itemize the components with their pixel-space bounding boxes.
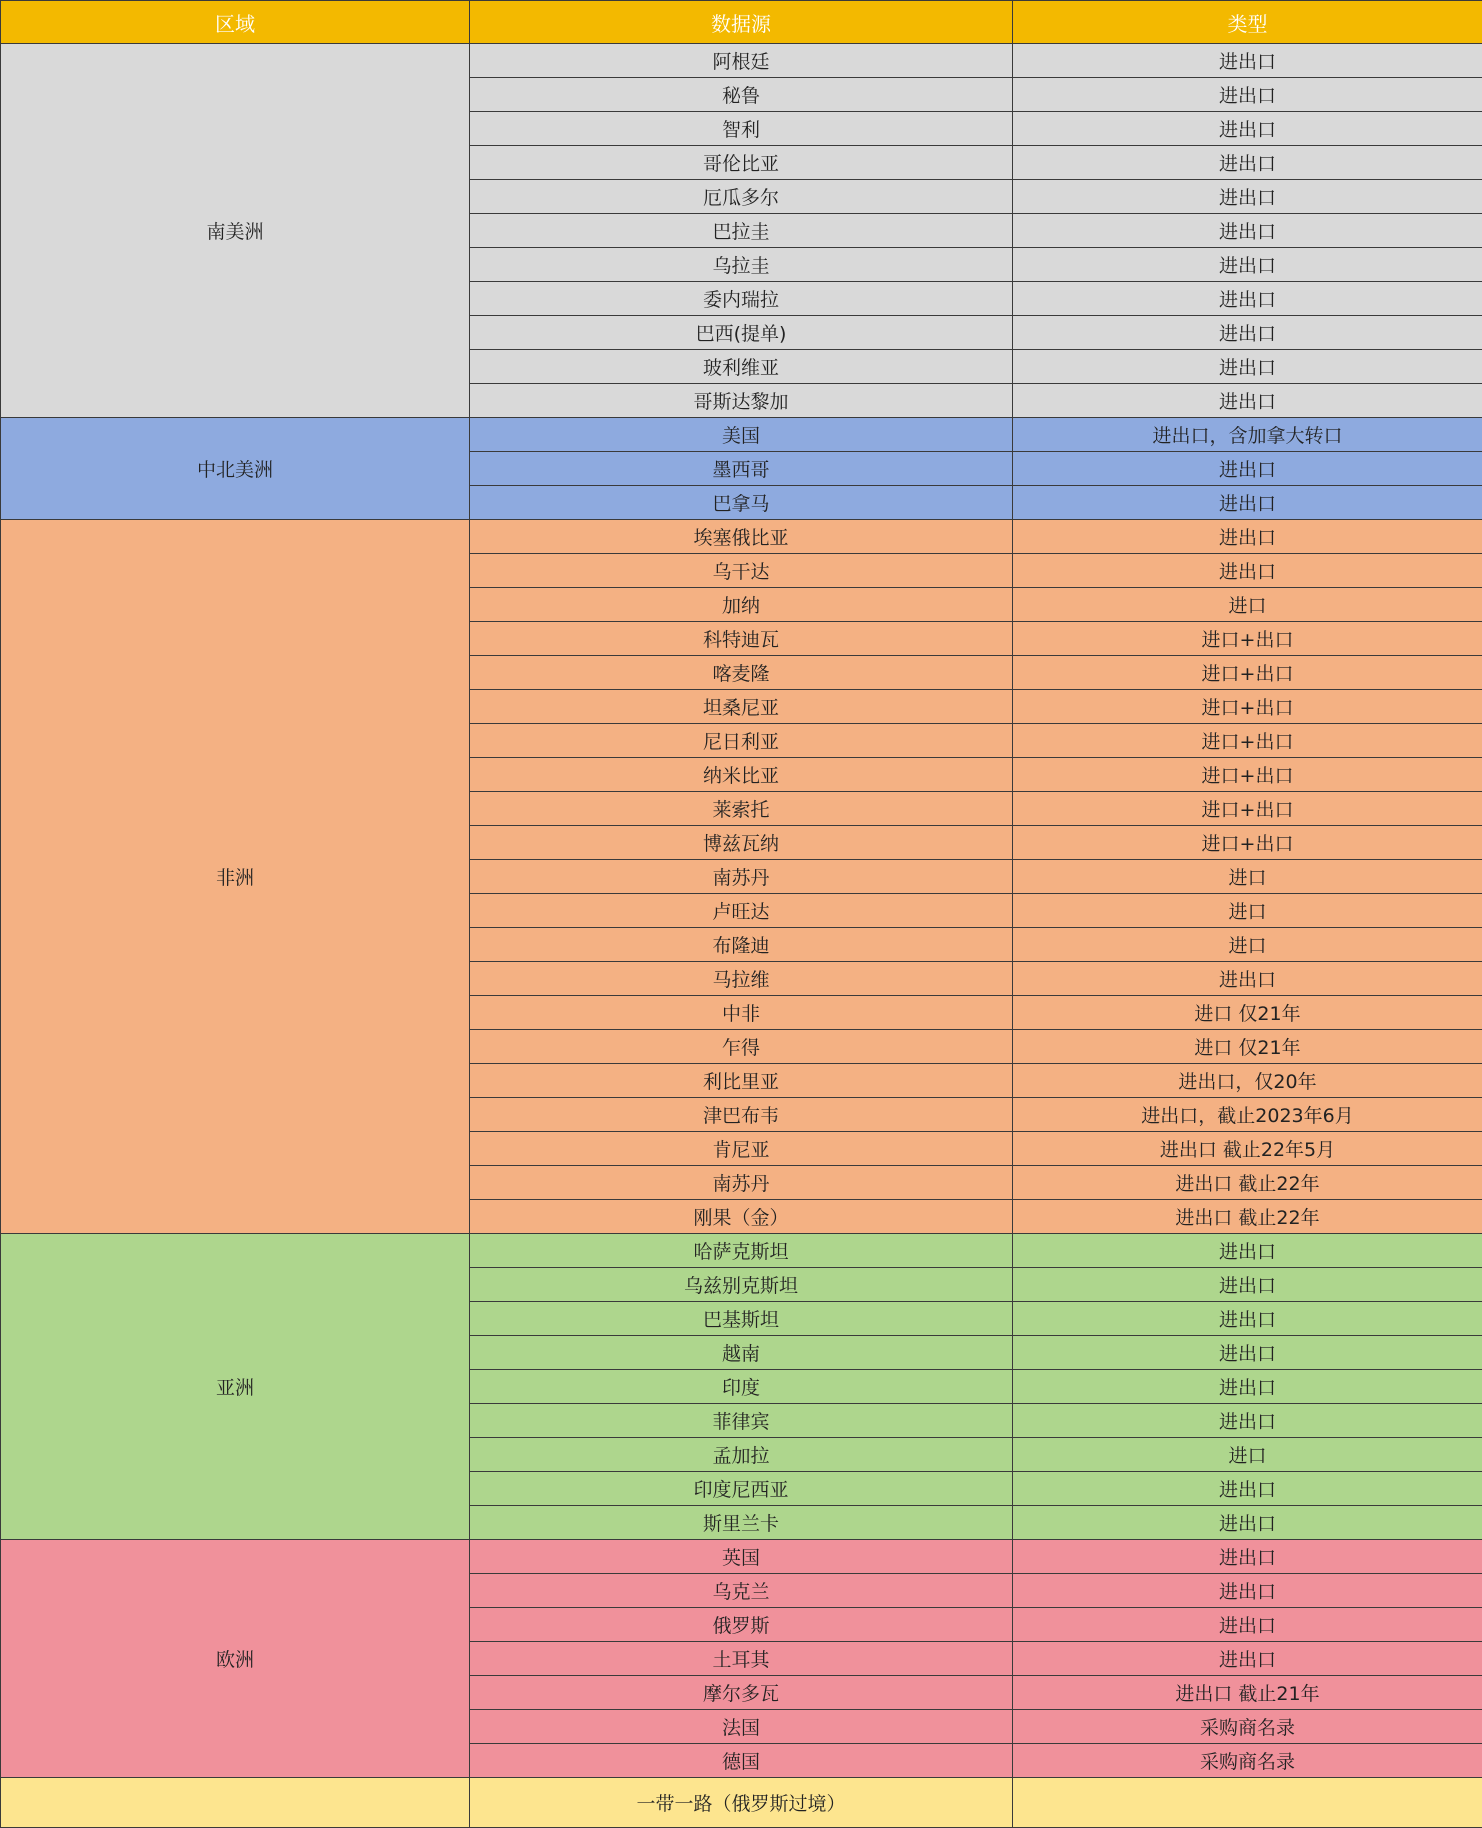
source-cell: 乌拉圭 bbox=[470, 248, 1013, 282]
type-cell: 进出口 截止21年 bbox=[1013, 1676, 1482, 1710]
type-cell: 进口+出口 bbox=[1013, 656, 1482, 690]
source-cell: 印度尼西亚 bbox=[470, 1472, 1013, 1506]
source-cell: 斯里兰卡 bbox=[470, 1506, 1013, 1540]
type-cell: 进出口，含加拿大转口 bbox=[1013, 418, 1482, 452]
region-cell: 亚洲 bbox=[1, 1234, 470, 1540]
type-cell: 进出口 bbox=[1013, 1472, 1482, 1506]
type-cell: 进出口 截止22年5月 bbox=[1013, 1132, 1482, 1166]
type-cell: 进口+出口 bbox=[1013, 690, 1482, 724]
source-cell: 卢旺达 bbox=[470, 894, 1013, 928]
type-cell: 进口 bbox=[1013, 588, 1482, 622]
source-cell: 玻利维亚 bbox=[470, 350, 1013, 384]
type-cell: 进出口 bbox=[1013, 1370, 1482, 1404]
region-cell bbox=[1, 1778, 470, 1828]
source-cell: 乌克兰 bbox=[470, 1574, 1013, 1608]
source-cell: 阿根廷 bbox=[470, 44, 1013, 78]
source-cell: 马拉维 bbox=[470, 962, 1013, 996]
source-cell: 一带一路（俄罗斯过境） bbox=[470, 1778, 1013, 1828]
source-cell: 布隆迪 bbox=[470, 928, 1013, 962]
type-cell: 进出口 bbox=[1013, 112, 1482, 146]
source-cell: 巴基斯坦 bbox=[470, 1302, 1013, 1336]
source-cell: 法国 bbox=[470, 1710, 1013, 1744]
source-cell: 越南 bbox=[470, 1336, 1013, 1370]
source-cell: 埃塞俄比亚 bbox=[470, 520, 1013, 554]
source-cell: 摩尔多瓦 bbox=[470, 1676, 1013, 1710]
source-cell: 乍得 bbox=[470, 1030, 1013, 1064]
type-cell: 进出口 bbox=[1013, 1404, 1482, 1438]
source-cell: 孟加拉 bbox=[470, 1438, 1013, 1472]
type-cell: 进出口 截止22年 bbox=[1013, 1200, 1482, 1234]
source-cell: 乌干达 bbox=[470, 554, 1013, 588]
source-cell: 加纳 bbox=[470, 588, 1013, 622]
source-cell: 尼日利亚 bbox=[470, 724, 1013, 758]
type-cell: 进出口 bbox=[1013, 1268, 1482, 1302]
table-row bbox=[1, 1540, 1482, 1574]
type-cell: 进出口 bbox=[1013, 180, 1482, 214]
table-row bbox=[1, 520, 1482, 554]
type-cell: 进出口 bbox=[1013, 350, 1482, 384]
source-cell: 美国 bbox=[470, 418, 1013, 452]
table-body bbox=[1, 44, 1482, 1828]
source-cell: 纳米比亚 bbox=[470, 758, 1013, 792]
source-cell: 刚果（金） bbox=[470, 1200, 1013, 1234]
header-row bbox=[1, 1, 1482, 44]
type-cell: 进出口 bbox=[1013, 962, 1482, 996]
source-cell: 墨西哥 bbox=[470, 452, 1013, 486]
type-cell: 进口+出口 bbox=[1013, 792, 1482, 826]
source-cell: 哥斯达黎加 bbox=[470, 384, 1013, 418]
type-cell: 进出口 bbox=[1013, 1540, 1482, 1574]
type-cell: 进出口 bbox=[1013, 520, 1482, 554]
table-row bbox=[1, 44, 1482, 78]
region-cell: 欧洲 bbox=[1, 1540, 470, 1778]
type-cell: 进出口 bbox=[1013, 384, 1482, 418]
table-row bbox=[1, 1234, 1482, 1268]
type-cell: 进口+出口 bbox=[1013, 724, 1482, 758]
type-cell: 进出口 bbox=[1013, 1302, 1482, 1336]
type-cell: 进出口 bbox=[1013, 214, 1482, 248]
source-cell: 莱索托 bbox=[470, 792, 1013, 826]
source-cell: 哈萨克斯坦 bbox=[470, 1234, 1013, 1268]
type-cell: 进口 bbox=[1013, 860, 1482, 894]
type-cell: 进口+出口 bbox=[1013, 826, 1482, 860]
type-cell: 进出口 bbox=[1013, 282, 1482, 316]
source-cell: 秘鲁 bbox=[470, 78, 1013, 112]
type-cell bbox=[1013, 1778, 1482, 1828]
region-cell: 非洲 bbox=[1, 520, 470, 1234]
header-type: 类型 bbox=[1013, 1, 1482, 44]
source-cell: 博兹瓦纳 bbox=[470, 826, 1013, 860]
type-cell: 进口 bbox=[1013, 928, 1482, 962]
type-cell: 进出口 bbox=[1013, 486, 1482, 520]
type-cell: 进口 bbox=[1013, 1438, 1482, 1472]
type-cell: 进出口 bbox=[1013, 1608, 1482, 1642]
source-cell: 南苏丹 bbox=[470, 1166, 1013, 1200]
header-source: 数据源 bbox=[470, 1, 1013, 44]
table-header bbox=[1, 1, 1482, 44]
source-cell: 巴拿马 bbox=[470, 486, 1013, 520]
region-cell: 南美洲 bbox=[1, 44, 470, 418]
type-cell: 进出口 bbox=[1013, 248, 1482, 282]
type-cell: 进口 仅21年 bbox=[1013, 1030, 1482, 1064]
type-cell: 进出口 bbox=[1013, 78, 1482, 112]
type-cell: 进出口 截止22年 bbox=[1013, 1166, 1482, 1200]
type-cell: 采购商名录 bbox=[1013, 1744, 1482, 1778]
source-cell: 南苏丹 bbox=[470, 860, 1013, 894]
type-cell: 进出口 bbox=[1013, 1234, 1482, 1268]
source-cell: 印度 bbox=[470, 1370, 1013, 1404]
type-cell: 进出口 bbox=[1013, 1506, 1482, 1540]
type-cell: 进出口，截止2023年6月 bbox=[1013, 1098, 1482, 1132]
region-cell: 中北美洲 bbox=[1, 418, 470, 520]
type-cell: 进出口 bbox=[1013, 316, 1482, 350]
type-cell: 进口+出口 bbox=[1013, 622, 1482, 656]
type-cell: 进口 仅21年 bbox=[1013, 996, 1482, 1030]
source-cell: 俄罗斯 bbox=[470, 1608, 1013, 1642]
source-cell: 肯尼亚 bbox=[470, 1132, 1013, 1166]
type-cell: 进出口 bbox=[1013, 554, 1482, 588]
table-row bbox=[1, 418, 1482, 452]
type-cell: 进出口 bbox=[1013, 146, 1482, 180]
table-row bbox=[1, 1778, 1482, 1828]
source-cell: 智利 bbox=[470, 112, 1013, 146]
source-cell: 乌兹别克斯坦 bbox=[470, 1268, 1013, 1302]
source-cell: 德国 bbox=[470, 1744, 1013, 1778]
source-cell: 厄瓜多尔 bbox=[470, 180, 1013, 214]
type-cell: 进出口 bbox=[1013, 1336, 1482, 1370]
source-cell: 喀麦隆 bbox=[470, 656, 1013, 690]
source-cell: 委内瑞拉 bbox=[470, 282, 1013, 316]
type-cell: 进出口，仅20年 bbox=[1013, 1064, 1482, 1098]
source-cell: 巴西(提单) bbox=[470, 316, 1013, 350]
source-cell: 科特迪瓦 bbox=[470, 622, 1013, 656]
source-cell: 津巴布韦 bbox=[470, 1098, 1013, 1132]
source-cell: 中非 bbox=[470, 996, 1013, 1030]
type-cell: 进出口 bbox=[1013, 1642, 1482, 1676]
source-cell: 坦桑尼亚 bbox=[470, 690, 1013, 724]
type-cell: 进口+出口 bbox=[1013, 758, 1482, 792]
type-cell: 采购商名录 bbox=[1013, 1710, 1482, 1744]
type-cell: 进出口 bbox=[1013, 1574, 1482, 1608]
source-cell: 利比里亚 bbox=[470, 1064, 1013, 1098]
source-cell: 哥伦比亚 bbox=[470, 146, 1013, 180]
source-cell: 菲律宾 bbox=[470, 1404, 1013, 1438]
type-cell: 进出口 bbox=[1013, 452, 1482, 486]
header-region: 区域 bbox=[1, 1, 470, 44]
source-cell: 巴拉圭 bbox=[470, 214, 1013, 248]
type-cell: 进口 bbox=[1013, 894, 1482, 928]
source-cell: 英国 bbox=[470, 1540, 1013, 1574]
type-cell: 进出口 bbox=[1013, 44, 1482, 78]
source-cell: 土耳其 bbox=[470, 1642, 1013, 1676]
